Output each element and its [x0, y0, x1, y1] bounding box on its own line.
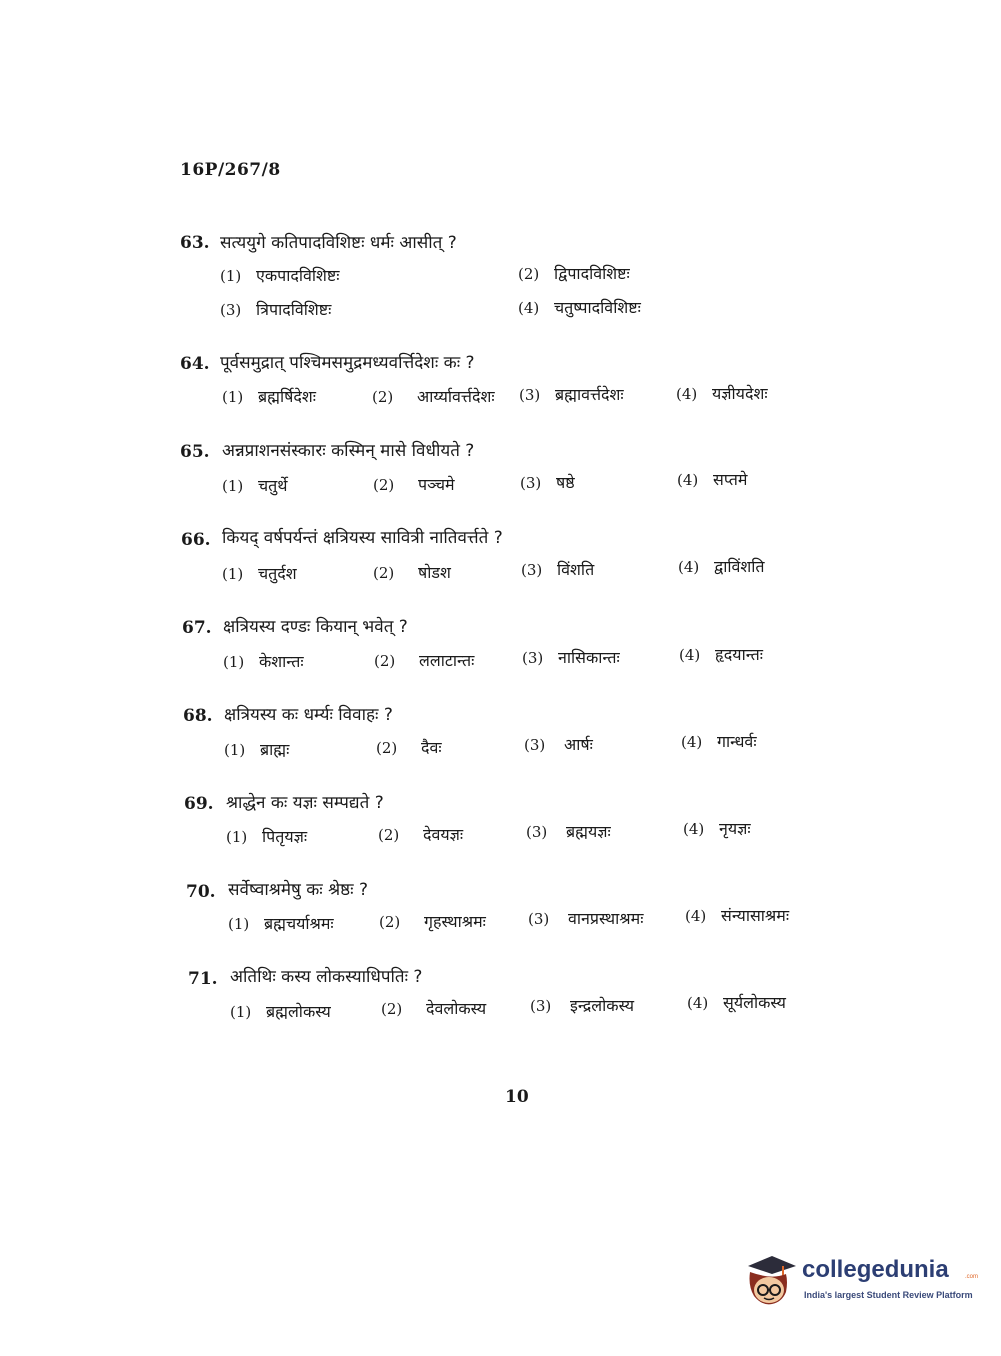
option-1: (1) पितृयज्ञः	[226, 827, 308, 846]
option-3: (3) ब्रह्मयज्ञः	[526, 822, 611, 841]
option-3: (3) नासिकान्तः	[522, 648, 620, 667]
question-text: कियद् वर्षपर्यन्तं क्षत्रियस्य सावित्री नातिवर्त्तते ?	[222, 528, 503, 548]
option-2: (2) देवलोकस्य	[381, 999, 487, 1018]
question-number: 68.	[183, 706, 213, 726]
option-2: (2) देवयज्ञः	[378, 825, 464, 844]
option-1: (1) ब्रह्मलोकस्य	[230, 1002, 331, 1021]
option-2: (2) ललाटान्तः	[374, 651, 475, 670]
question-text: सर्वेष्वाश्रमेषु कः श्रेष्ठः ?	[228, 880, 369, 900]
option-3: (3) ब्रह्मावर्त्तदेशः	[519, 385, 624, 404]
option-1: (1) ब्राह्मः	[224, 740, 290, 759]
logo-domain-suffix: .com	[965, 1274, 979, 1280]
question-number: 64.	[180, 354, 210, 374]
option-4: (4) हृदयान्तः	[679, 645, 764, 664]
option-2: (2) दैवः	[376, 738, 442, 757]
question-number: 70.	[186, 882, 216, 902]
question-text: अन्नप्राशनसंस्कारः कस्मिन् मासे विधीयते ?	[222, 441, 475, 461]
option-3: (3) त्रिपादविशिष्टः	[220, 300, 332, 319]
graduate-mascot-icon	[742, 1252, 798, 1308]
question-number: 66.	[181, 530, 211, 550]
option-3: (3) इन्द्रलोकस्य	[530, 996, 635, 1015]
option-1: (1) केशान्तः	[223, 652, 304, 671]
option-4: (4) यज्ञीयदेशः	[676, 384, 768, 403]
option-1: (1) चतुर्दश	[222, 564, 297, 583]
question-number: 71.	[188, 969, 218, 989]
option-1: (1) ब्रह्मर्षिदेशः	[222, 387, 316, 406]
option-4: (4) संन्यासाश्रमः	[685, 906, 790, 925]
option-4: (4) गान्धर्वः	[681, 732, 757, 751]
option-1: (1) एकपादविशिष्टः	[220, 266, 340, 285]
option-4: (4) चतुष्पादविशिष्टः	[518, 298, 641, 317]
option-3: (3) आर्षः	[524, 735, 593, 754]
logo-tagline: India's largest Student Review Platform	[804, 1290, 973, 1300]
question-number: 65.	[180, 442, 210, 462]
option-1: (1) चतुर्थे	[222, 476, 288, 495]
option-4: (4) सूर्यलोकस्य	[687, 993, 786, 1012]
option-2: (2) षोडश	[373, 563, 451, 582]
question-text: पूर्वसमुद्रात् पश्चिमसमुद्रमध्यवर्त्तिदेशः कः ?	[220, 353, 475, 373]
option-3: (3) षष्ठे	[520, 473, 575, 492]
option-3: (3) वानप्रस्थाश्रमः	[528, 909, 644, 928]
option-1: (1) ब्रह्मचर्याश्रमः	[228, 914, 334, 933]
paper-code: 16P/267/8	[180, 160, 281, 180]
question-text: अतिथिः कस्य लोकस्याधिपतिः ?	[230, 967, 423, 987]
question-number: 69.	[184, 794, 214, 814]
logo-name: collegedunia	[802, 1256, 949, 1283]
question-text: सत्ययुगे कतिपादविशिष्टः धर्मः आसीत् ?	[220, 233, 457, 253]
option-4: (4) सप्तमे	[677, 470, 748, 489]
option-2: (2) आर्य्यावर्त्तदेशः	[372, 387, 495, 406]
question-text: क्षत्रियस्य कः धर्म्यः विवाहः ?	[224, 705, 393, 725]
option-4: (4) द्वाविंशति	[678, 557, 765, 576]
question-text: क्षत्रियस्य दण्डः कियान् भवेत् ?	[223, 617, 408, 637]
option-2: (2) पञ्चमे	[373, 475, 455, 494]
option-2: (2) गृहस्थाश्रमः	[379, 912, 486, 931]
option-3: (3) विंशति	[521, 560, 595, 579]
option-2: (2) द्विपादविशिष्टः	[518, 264, 630, 283]
page-number: 10	[505, 1087, 529, 1107]
question-number: 67.	[182, 618, 212, 638]
option-4: (4) नृयज्ञः	[683, 819, 751, 838]
question-number: 63.	[180, 233, 210, 253]
question-text: श्राद्धेन कः यज्ञः सम्पद्यते ?	[226, 793, 384, 813]
collegedunia-logo	[742, 1248, 979, 1312]
